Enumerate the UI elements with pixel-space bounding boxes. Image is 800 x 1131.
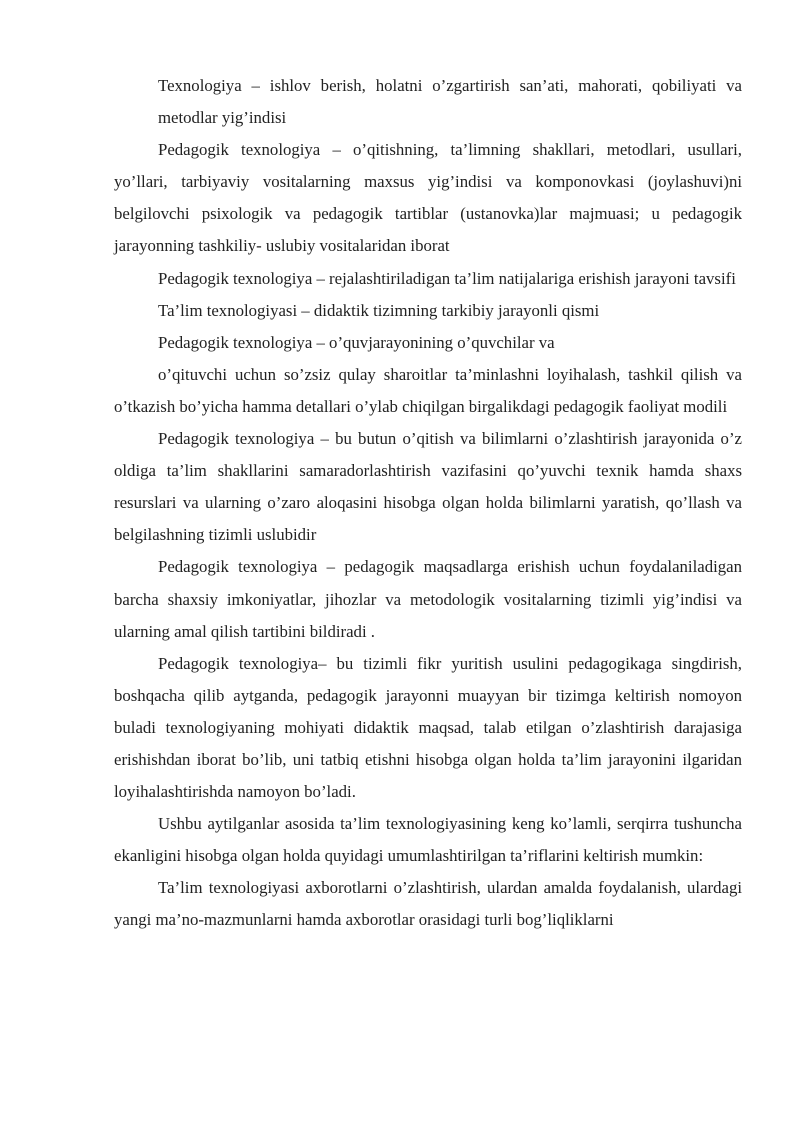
document-page	[114, 70, 742, 937]
paragraph-summary-intro: Ushbu aytilganlar asosida ta’lim texnologiyasining keng ko’lamli, serqirra tushuncha ekanligini hisobga olgan holda quyidagi umumlashtirilgan ta’riflarini keltirish mumkin:	[114, 814, 742, 866]
paragraph-definition-texnologiya: Texnologiya – ishlov berish, holatni o’zgartirish san’ati, mahorati, qobiliyati va metodlar yig’indisi	[158, 76, 742, 128]
paragraph-definition-pedagogik-texnologiya-5: Pedagogik texnologiya – pedagogik maqsadlarga erishish uchun foydalaniladigan barcha shaxsiy imkoniyatlar, jihozlar va metodologik vositalarning tizimli yig’indisi va ularning amal qilish tartibini bildiradi .	[114, 557, 742, 641]
paragraph-definition-pedagogik-texnologiya-3-start: Pedagogik texnologiya – o’quvjarayonining o’quvchilar va	[158, 332, 555, 352]
paragraph-definition-pedagogik-texnologiya-4: Pedagogik texnologiya – bu butun o’qitish va bilimlarni o’zlashtirish jarayonida o’z oldiga ta’lim shakllarini samaradorlashtirish vazifasini qo’yuvchi texnik hamda shaxs resurslari va ularning o’zaro aloqasini hisobga olgan holda bilimlarni yaratish, qo’llash va belgilashning tizimli uslubidir	[114, 429, 742, 545]
paragraph-definition-pedagogik-texnologiya-1: Pedagogik texnologiya – o’qitishning, ta’limning shakllari, metodlari, usullari, yo’llari, tarbiyaviy vositalarning maxsus yig’indisi va komponovkasi (joylashuvi)ni belgilovchi psixologik va pedagogik tartiblar (ustanovka)lar majmuasi; u pedagogik jarayonning tashkiliy- uslubiy vositalaridan iborat	[114, 140, 742, 256]
paragraph-definition-pedagogik-texnologiya-3-continuation: o’qituvchi uchun so’zsiz qulay sharoitlar ta’minlashni loyihalash, tashkil qilish va o’tkazish bo’yicha hamma detallari o’ylab chiqilgan birgalikdagi pedagogik faoliyat modili	[114, 364, 742, 416]
paragraph-definition-pedagogik-texnologiya-2: Pedagogik texnologiya – rejalashtiriladigan ta’lim natijalariga erishish jarayoni tavsifi	[158, 268, 736, 288]
paragraph-definition-pedagogik-texnologiya-6: Pedagogik texnologiya– bu tizimli fikr yuritish usulini pedagogikaga singdirish, boshqacha qilib aytganda, pedagogik jarayonni muayyan bir tizimga keltirish nomoyon buladi texnologiyaning mohiyati didaktik maqsad, talab etilgan o’zlashtirish darajasiga erishishdan iborat bo’lib, uni tatbiq etishni hisobga olgan holda ta’lim jarayonini ilgaridan loyihalashtirishda namoyon bo’ladi.	[114, 653, 742, 802]
paragraph-definition-talim-texnologiyasi: Ta’lim texnologiyasi – didaktik tizimning tarkibiy jarayonli qismi	[158, 300, 600, 320]
paragraph-talim-texnologiyasi-generalized: Ta’lim texnologiyasi axborotlarni o’zlashtirish, ulardan amalda foydalanish, ulardagi yangi ma’no-mazmunlarni hamda axborotlar orasidagi turli bog’liqliklarni	[114, 878, 742, 930]
